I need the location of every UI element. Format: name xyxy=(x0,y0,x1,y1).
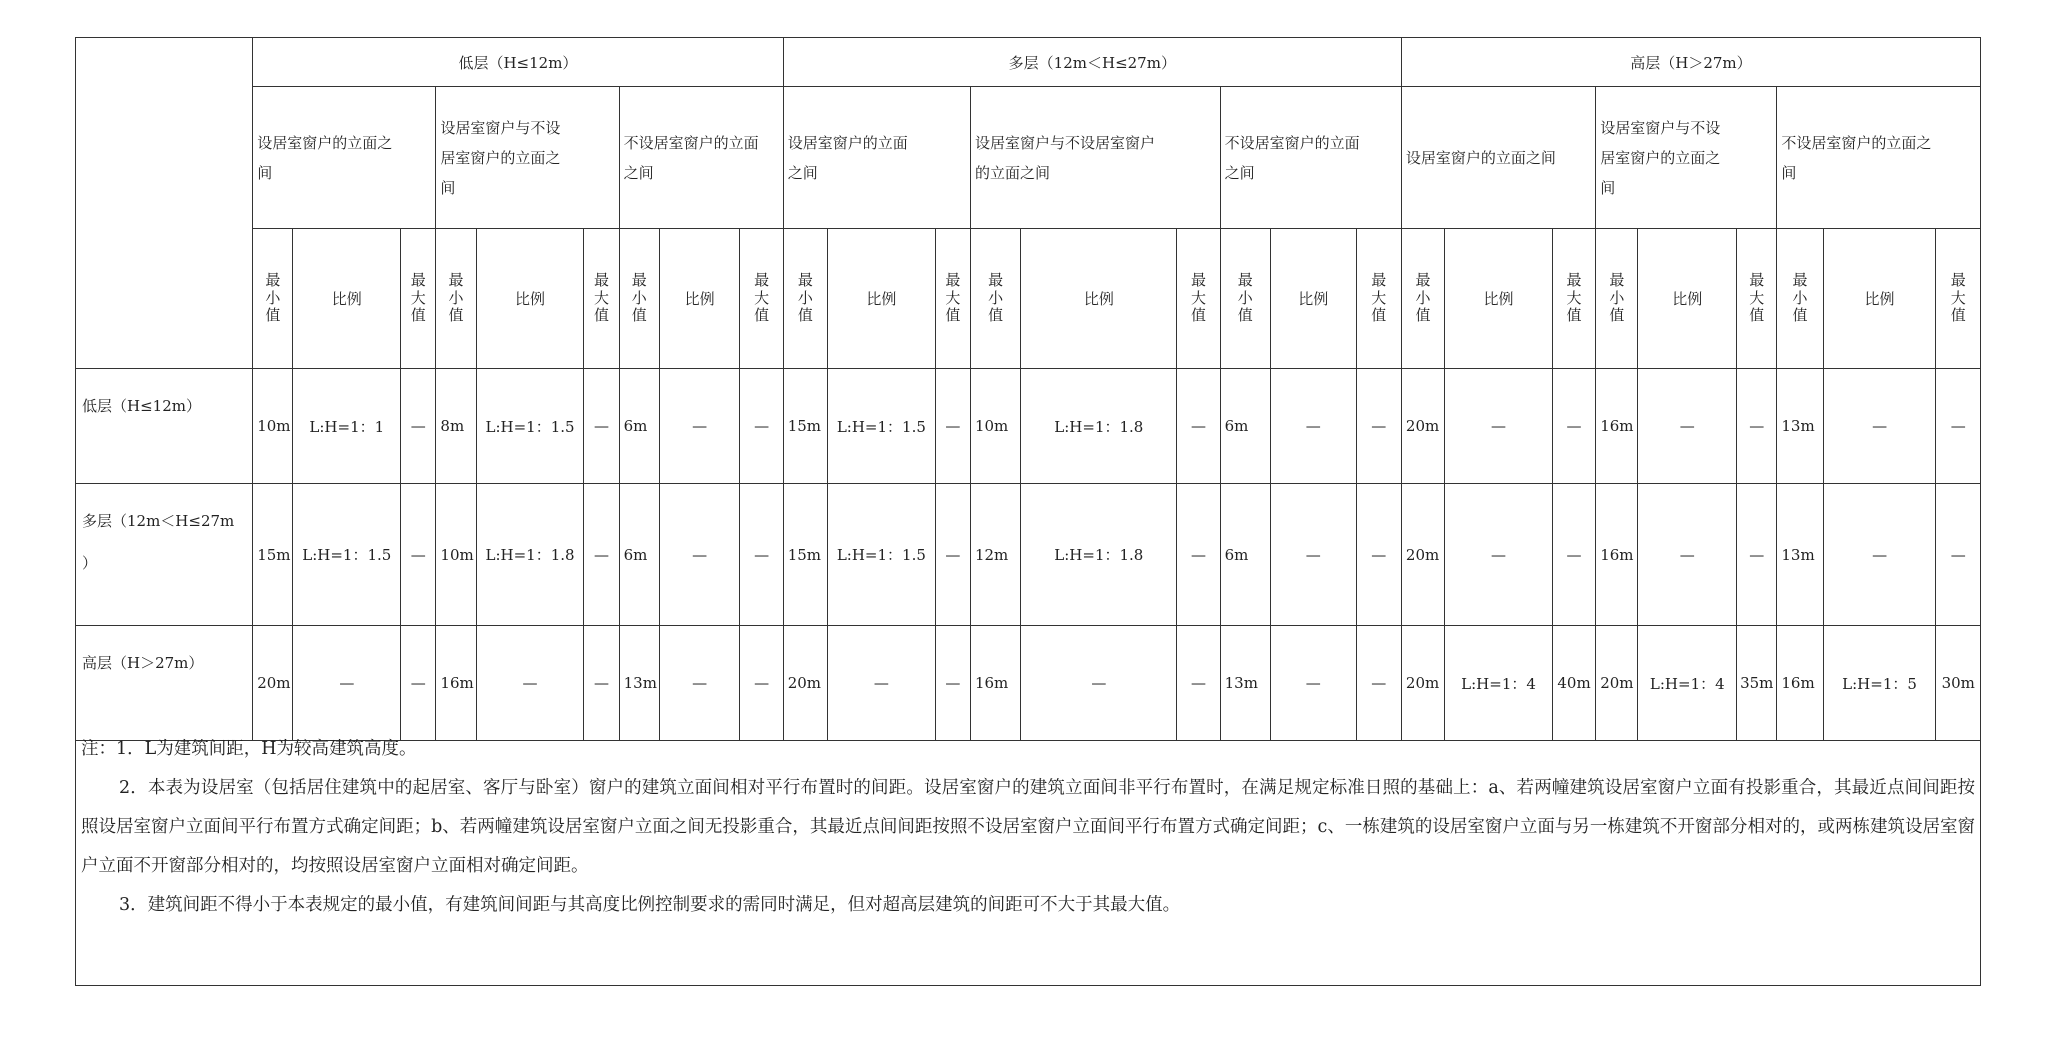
column-header-text: 最小值 xyxy=(988,270,1004,325)
column-header-text: 最大值 xyxy=(1566,270,1582,325)
min-value-cell: 20m xyxy=(783,626,827,741)
column-header-min xyxy=(970,229,1020,369)
column-header-ratio xyxy=(828,229,936,369)
ratio-cell: L:H=1：1.8 xyxy=(476,484,584,626)
min-value-cell: 8m xyxy=(436,369,476,484)
ratio-cell: — xyxy=(1021,626,1177,741)
table-row xyxy=(76,369,1981,484)
column-header-ratio xyxy=(1823,229,1936,369)
header-row-groups xyxy=(76,38,1981,87)
max-value-cell: 30m xyxy=(1936,626,1981,741)
min-value-cell: 6m xyxy=(1220,484,1270,626)
max-value-cell: — xyxy=(584,626,619,741)
notes-section xyxy=(75,722,1981,986)
column-header-ratio xyxy=(1445,229,1553,369)
column-header-max xyxy=(740,229,783,369)
table-row xyxy=(76,484,1981,626)
column-header-max xyxy=(935,229,970,369)
column-header-text: 比例 xyxy=(1672,290,1703,308)
ratio-cell: — xyxy=(659,484,740,626)
ratio-cell: — xyxy=(1270,484,1356,626)
max-value-cell: — xyxy=(401,626,436,741)
column-header-text: 最大值 xyxy=(1190,270,1206,325)
min-value-cell: 15m xyxy=(783,369,827,484)
note-1: 注：1．L为建筑间距，H为较高建筑高度。 xyxy=(81,739,417,759)
ratio-cell: L:H=1：4 xyxy=(1638,626,1737,741)
max-value-cell: — xyxy=(1356,484,1401,626)
column-header-ratio xyxy=(1638,229,1737,369)
min-value-cell: 10m xyxy=(436,484,476,626)
column-header-max xyxy=(1356,229,1401,369)
min-value-cell: 15m xyxy=(783,484,827,626)
column-header-text: 最大值 xyxy=(945,270,961,325)
column-header-min xyxy=(1596,229,1638,369)
min-value-cell: 15m xyxy=(253,484,293,626)
group-header-lowrise: 低层（H≤12m） xyxy=(253,38,784,87)
ratio-cell: — xyxy=(1270,626,1356,741)
max-value-cell: — xyxy=(1552,369,1595,484)
column-header-ratio xyxy=(476,229,584,369)
ratio-cell: — xyxy=(1823,484,1936,626)
ratio-cell: — xyxy=(659,369,740,484)
ratio-cell: L:H=1：1 xyxy=(293,369,401,484)
min-value-cell: 16m xyxy=(1596,369,1638,484)
ratio-cell: L:H=1：4 xyxy=(1445,626,1553,741)
ratio-cell: — xyxy=(1270,369,1356,484)
group-header-midrise: 多层（12m＜H≤27m） xyxy=(783,38,1401,87)
max-value-cell: — xyxy=(1177,626,1220,741)
column-header-text: 最大值 xyxy=(410,270,426,325)
subheader: 设居室窗户与不设居室窗户 的立面之间 xyxy=(970,87,1220,229)
subheader: 不设居室窗户的立面之 间 xyxy=(1777,87,1981,229)
min-value-cell: 20m xyxy=(1596,626,1638,741)
max-value-cell: — xyxy=(935,484,970,626)
column-header-text: 最小值 xyxy=(797,270,813,325)
column-header-text: 最大值 xyxy=(1950,270,1966,325)
group-header-highrise: 高层（H＞27m） xyxy=(1401,38,1980,87)
min-value-cell: 12m xyxy=(970,484,1020,626)
max-value-cell: — xyxy=(1177,369,1220,484)
column-header-min xyxy=(253,229,293,369)
min-value-cell: 16m xyxy=(436,626,476,741)
min-value-cell: 20m xyxy=(253,626,293,741)
column-header-text: 最小值 xyxy=(1415,270,1431,325)
row-label: 低层（H≤12m） xyxy=(76,369,253,484)
max-value-cell: — xyxy=(740,369,783,484)
min-value-cell: 16m xyxy=(970,626,1020,741)
max-value-cell: — xyxy=(935,369,970,484)
column-header-min xyxy=(436,229,476,369)
ratio-cell: L:H=1：1.5 xyxy=(828,484,936,626)
min-value-cell: 16m xyxy=(1777,626,1823,741)
column-header-text: 最大值 xyxy=(594,270,610,325)
max-value-cell: — xyxy=(935,626,970,741)
header-row-subgroups xyxy=(76,87,1981,229)
note-3: 3．建筑间距不得小于本表规定的最小值，有建筑间间距与其高度比例控制要求的需同时满足，但对超高层建筑的间距可不大于其最大值。 xyxy=(119,895,1181,915)
subheader: 设居室窗户与不设 居室窗户的立面之 间 xyxy=(436,87,619,229)
max-value-cell: 40m xyxy=(1552,626,1595,741)
ratio-cell: — xyxy=(1638,369,1737,484)
column-header-max xyxy=(1552,229,1595,369)
column-header-text: 比例 xyxy=(1298,290,1329,308)
ratio-cell: — xyxy=(293,626,401,741)
ratio-cell: L:H=1：1.5 xyxy=(828,369,936,484)
column-header-ratio xyxy=(293,229,401,369)
column-header-text: 比例 xyxy=(1083,290,1114,308)
ratio-cell: — xyxy=(1823,369,1936,484)
min-value-cell: 13m xyxy=(1220,626,1270,741)
column-header-max xyxy=(1936,229,1981,369)
ratio-cell: L:H=1：5 xyxy=(1823,626,1936,741)
column-header-text: 最小值 xyxy=(265,270,281,325)
min-value-cell: 20m xyxy=(1401,626,1444,741)
row-label: 高层（H＞27m） xyxy=(76,626,253,741)
ratio-cell: L:H=1：1.5 xyxy=(476,369,584,484)
column-header-ratio xyxy=(1021,229,1177,369)
column-header-max xyxy=(584,229,619,369)
column-header-text: 比例 xyxy=(331,290,362,308)
column-header-text: 最小值 xyxy=(448,270,464,325)
min-value-cell: 6m xyxy=(619,369,659,484)
column-header-min xyxy=(1401,229,1444,369)
max-value-cell: — xyxy=(584,484,619,626)
column-header-ratio xyxy=(1270,229,1356,369)
column-header-text: 最小值 xyxy=(1609,270,1625,325)
column-header-min xyxy=(619,229,659,369)
column-header-text: 比例 xyxy=(1864,290,1895,308)
row-label: 多层（12m＜H≤27m ） xyxy=(76,484,253,626)
subheader: 设居室窗户的立面 之间 xyxy=(783,87,970,229)
column-header-text: 最大值 xyxy=(754,270,770,325)
max-value-cell: — xyxy=(740,484,783,626)
column-header-min xyxy=(783,229,827,369)
min-value-cell: 6m xyxy=(619,484,659,626)
subheader: 设居室窗户的立面之 间 xyxy=(253,87,436,229)
max-value-cell: — xyxy=(401,369,436,484)
subheader: 不设居室窗户的立面 之间 xyxy=(619,87,783,229)
column-header-text: 最小值 xyxy=(1792,270,1808,325)
max-value-cell: — xyxy=(740,626,783,741)
column-header-text: 最小值 xyxy=(1237,270,1253,325)
column-header-text: 比例 xyxy=(684,290,715,308)
ratio-cell: — xyxy=(659,626,740,741)
ratio-cell: — xyxy=(476,626,584,741)
max-value-cell: — xyxy=(1737,484,1777,626)
subheader: 不设居室窗户的立面 之间 xyxy=(1220,87,1401,229)
column-header-text: 比例 xyxy=(866,290,897,308)
column-header-max xyxy=(1177,229,1220,369)
column-header-text: 比例 xyxy=(1483,290,1514,308)
column-header-ratio xyxy=(659,229,740,369)
min-value-cell: 13m xyxy=(1777,484,1823,626)
column-header-text: 最大值 xyxy=(1371,270,1387,325)
subheader: 设居室窗户与不设 居室窗户的立面之 间 xyxy=(1596,87,1777,229)
max-value-cell: — xyxy=(401,484,436,626)
max-value-cell: — xyxy=(1936,484,1981,626)
ratio-cell: L:H=1：1.8 xyxy=(1021,484,1177,626)
max-value-cell: — xyxy=(1177,484,1220,626)
ratio-cell: L:H=1：1.8 xyxy=(1021,369,1177,484)
min-value-cell: 10m xyxy=(253,369,293,484)
min-value-cell: 20m xyxy=(1401,369,1444,484)
column-header-text: 最大值 xyxy=(1749,270,1765,325)
max-value-cell: — xyxy=(1356,626,1401,741)
column-header-text: 最小值 xyxy=(631,270,647,325)
note-2: 2．本表为设居室（包括居住建筑中的起居室、客厅与卧室）窗户的建筑立面间相对平行布置时的间距。设居室窗户的建筑立面间非平行布置时，在满足规定标准日照的基础上：a、若两幢建筑设居室窗户立面有投影重合，其最近点间间距按照设居室窗户立面间平行布置方式确定间距；b、若两幢建筑设居室窗户立面之间无投影重合，其最近点间间距按照不设居室窗户立面间平行布置方式确定间距；c、一栋建筑的设居室窗户立面与另一栋建筑不开窗部分相对的，或两栋建筑设居室窗户立面不开窗部分相对的，均按照设居室窗户立面相对确定间距。 xyxy=(81,778,1975,876)
column-header-min xyxy=(1777,229,1823,369)
max-value-cell: — xyxy=(584,369,619,484)
column-header-max xyxy=(401,229,436,369)
ratio-cell: — xyxy=(1638,484,1737,626)
max-value-cell: — xyxy=(1936,369,1981,484)
max-value-cell: — xyxy=(1356,369,1401,484)
header-row-columns xyxy=(76,229,1981,369)
column-header-min xyxy=(1220,229,1270,369)
min-value-cell: 6m xyxy=(1220,369,1270,484)
column-header-text: 比例 xyxy=(515,290,546,308)
ratio-cell: — xyxy=(828,626,936,741)
max-value-cell: — xyxy=(1552,484,1595,626)
column-header-max xyxy=(1737,229,1777,369)
ratio-cell: L:H=1：1.5 xyxy=(293,484,401,626)
subheader: 设居室窗户的立面之间 xyxy=(1401,87,1595,229)
ratio-cell: — xyxy=(1445,369,1553,484)
building-spacing-table xyxy=(75,37,1981,741)
min-value-cell: 16m xyxy=(1596,484,1638,626)
min-value-cell: 20m xyxy=(1401,484,1444,626)
max-value-cell: — xyxy=(1737,369,1777,484)
corner-cell xyxy=(76,38,253,369)
min-value-cell: 13m xyxy=(619,626,659,741)
min-value-cell: 13m xyxy=(1777,369,1823,484)
ratio-cell: — xyxy=(1445,484,1553,626)
max-value-cell: 35m xyxy=(1737,626,1777,741)
min-value-cell: 10m xyxy=(970,369,1020,484)
